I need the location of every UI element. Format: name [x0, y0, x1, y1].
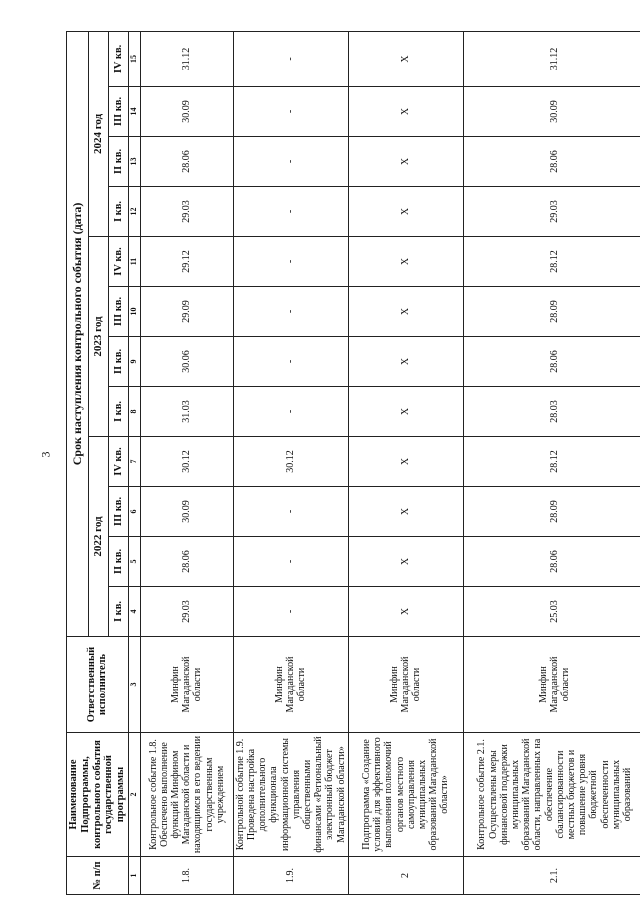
date-cell: Х: [348, 487, 463, 537]
header-quarter: II кв.: [109, 137, 129, 187]
column-number: 4: [128, 587, 140, 637]
header-year-2022: 2022 год: [88, 437, 108, 637]
header-executor: Ответственный исполнитель: [67, 637, 129, 733]
header-deadline: Срок наступления контрольного события (дата): [67, 31, 89, 636]
date-cell: Х: [348, 137, 463, 187]
column-number: 7: [128, 437, 140, 487]
header-quarter: I кв.: [109, 387, 129, 437]
date-cell: 30.06: [140, 337, 233, 387]
date-cell: 28.06: [463, 137, 640, 187]
header-quarter: IV кв.: [109, 437, 129, 487]
table-row: [233, 31, 348, 894]
column-number: 12: [128, 187, 140, 237]
header-row-1: [67, 31, 89, 894]
date-cell: 28.09: [463, 287, 640, 337]
date-cell: 30.09: [140, 87, 233, 137]
date-cell: 28.06: [463, 337, 640, 387]
table-row: [140, 31, 233, 894]
date-cell: -: [233, 487, 348, 537]
date-cell: 28.06: [463, 537, 640, 587]
date-cell: Х: [348, 587, 463, 637]
date-cell: -: [233, 287, 348, 337]
header-name: Наименование Подпрограммы, контрольного события государственной программы: [67, 733, 129, 857]
date-cell: 28.06: [140, 137, 233, 187]
date-cell: 30.12: [140, 437, 233, 487]
table-row: [463, 31, 640, 894]
date-cell: 28.03: [463, 387, 640, 437]
control-events-table: [66, 31, 640, 895]
executor: Минфин Магаданской области: [348, 637, 463, 733]
date-cell: Х: [348, 387, 463, 437]
header-quarter: II кв.: [109, 537, 129, 587]
column-number: 5: [128, 537, 140, 587]
date-cell: 31.03: [140, 387, 233, 437]
row-number: 1.8.: [140, 857, 233, 895]
date-cell: 28.06: [140, 537, 233, 587]
event-name: Контрольное событие 1.8. Обеспечено выполнение функций Минфином Магаданской области и находящимся в его ведении государственным учреждением: [140, 733, 233, 857]
date-cell: 29.12: [140, 237, 233, 287]
date-cell: -: [233, 337, 348, 387]
header-quarter: I кв.: [109, 587, 129, 637]
date-cell: 28.12: [463, 237, 640, 287]
date-cell: Х: [348, 31, 463, 86]
column-number: 13: [128, 137, 140, 187]
date-cell: Х: [348, 237, 463, 287]
date-cell: -: [233, 537, 348, 587]
date-cell: Х: [348, 337, 463, 387]
column-number: 2: [128, 733, 140, 857]
date-cell: 25.03: [463, 587, 640, 637]
executor: Минфин Магаданской области: [233, 637, 348, 733]
header-quarter: IV кв.: [109, 31, 129, 86]
row-number: 1.9.: [233, 857, 348, 895]
executor: Минфин Магаданской области: [463, 637, 640, 733]
date-cell: Х: [348, 187, 463, 237]
header-quarter: IV кв.: [109, 237, 129, 287]
header-year-2024: 2024 год: [88, 31, 108, 236]
date-cell: 29.03: [463, 187, 640, 237]
table-row: [348, 31, 463, 894]
header-quarter: III кв.: [109, 87, 129, 137]
column-number: 14: [128, 87, 140, 137]
date-cell: Х: [348, 287, 463, 337]
date-cell: 30.09: [140, 487, 233, 537]
date-cell: -: [233, 237, 348, 287]
column-number: 9: [128, 337, 140, 387]
date-cell: 31.12: [463, 31, 640, 86]
date-cell: 28.09: [463, 487, 640, 537]
column-number: 15: [128, 31, 140, 86]
column-number: 10: [128, 287, 140, 337]
column-number: 8: [128, 387, 140, 437]
column-number-row: [128, 31, 140, 894]
header-num: № п/п: [67, 857, 129, 895]
column-number: 6: [128, 487, 140, 537]
date-cell: 29.09: [140, 287, 233, 337]
header-quarter: III кв.: [109, 287, 129, 337]
date-cell: 28.12: [463, 437, 640, 487]
event-name: Контрольной событие 1.9. Проведена настройка дополнительного функционала информационной системы управления общественными финансами «Региональный электронный бюджет Магаданской области»: [233, 733, 348, 857]
date-cell: Х: [348, 437, 463, 487]
header-quarter: II кв.: [109, 337, 129, 387]
column-number: 11: [128, 237, 140, 287]
column-number: 3: [128, 637, 140, 733]
page-number: 3: [38, 451, 53, 458]
date-cell: -: [233, 387, 348, 437]
date-cell: -: [233, 31, 348, 86]
date-cell: -: [233, 137, 348, 187]
subprogram-name: Подпрограмма «Создание условий для эффективного выполнения полномочий органов местного самоуправления муниципальных образований Магаданской области»: [348, 733, 463, 857]
header-quarter: I кв.: [109, 187, 129, 237]
header-year-2023: 2023 год: [88, 237, 108, 437]
row-number: 2: [348, 857, 463, 895]
date-cell: 29.03: [140, 187, 233, 237]
date-cell: -: [233, 87, 348, 137]
row-number: 2.1.: [463, 857, 640, 895]
date-cell: 29.03: [140, 587, 233, 637]
date-cell: -: [233, 587, 348, 637]
date-cell: Х: [348, 537, 463, 587]
executor: Минфин Магаданской области: [140, 637, 233, 733]
date-cell: Х: [348, 87, 463, 137]
date-cell: 31.12: [140, 31, 233, 86]
event-name: Контрольное событие 2.1. Осуществлены меры финансовой поддержки муниципальных образований Магаданской области, направленных на обеспечение сбалансированности местных бюджетов и повышение уровня бюджетной обеспеченности муниципальных образований: [463, 733, 640, 857]
date-cell: 30.12: [233, 437, 348, 487]
date-cell: -: [233, 187, 348, 237]
column-number: 1: [128, 857, 140, 895]
date-cell: 30.09: [463, 87, 640, 137]
header-quarter: III кв.: [109, 487, 129, 537]
